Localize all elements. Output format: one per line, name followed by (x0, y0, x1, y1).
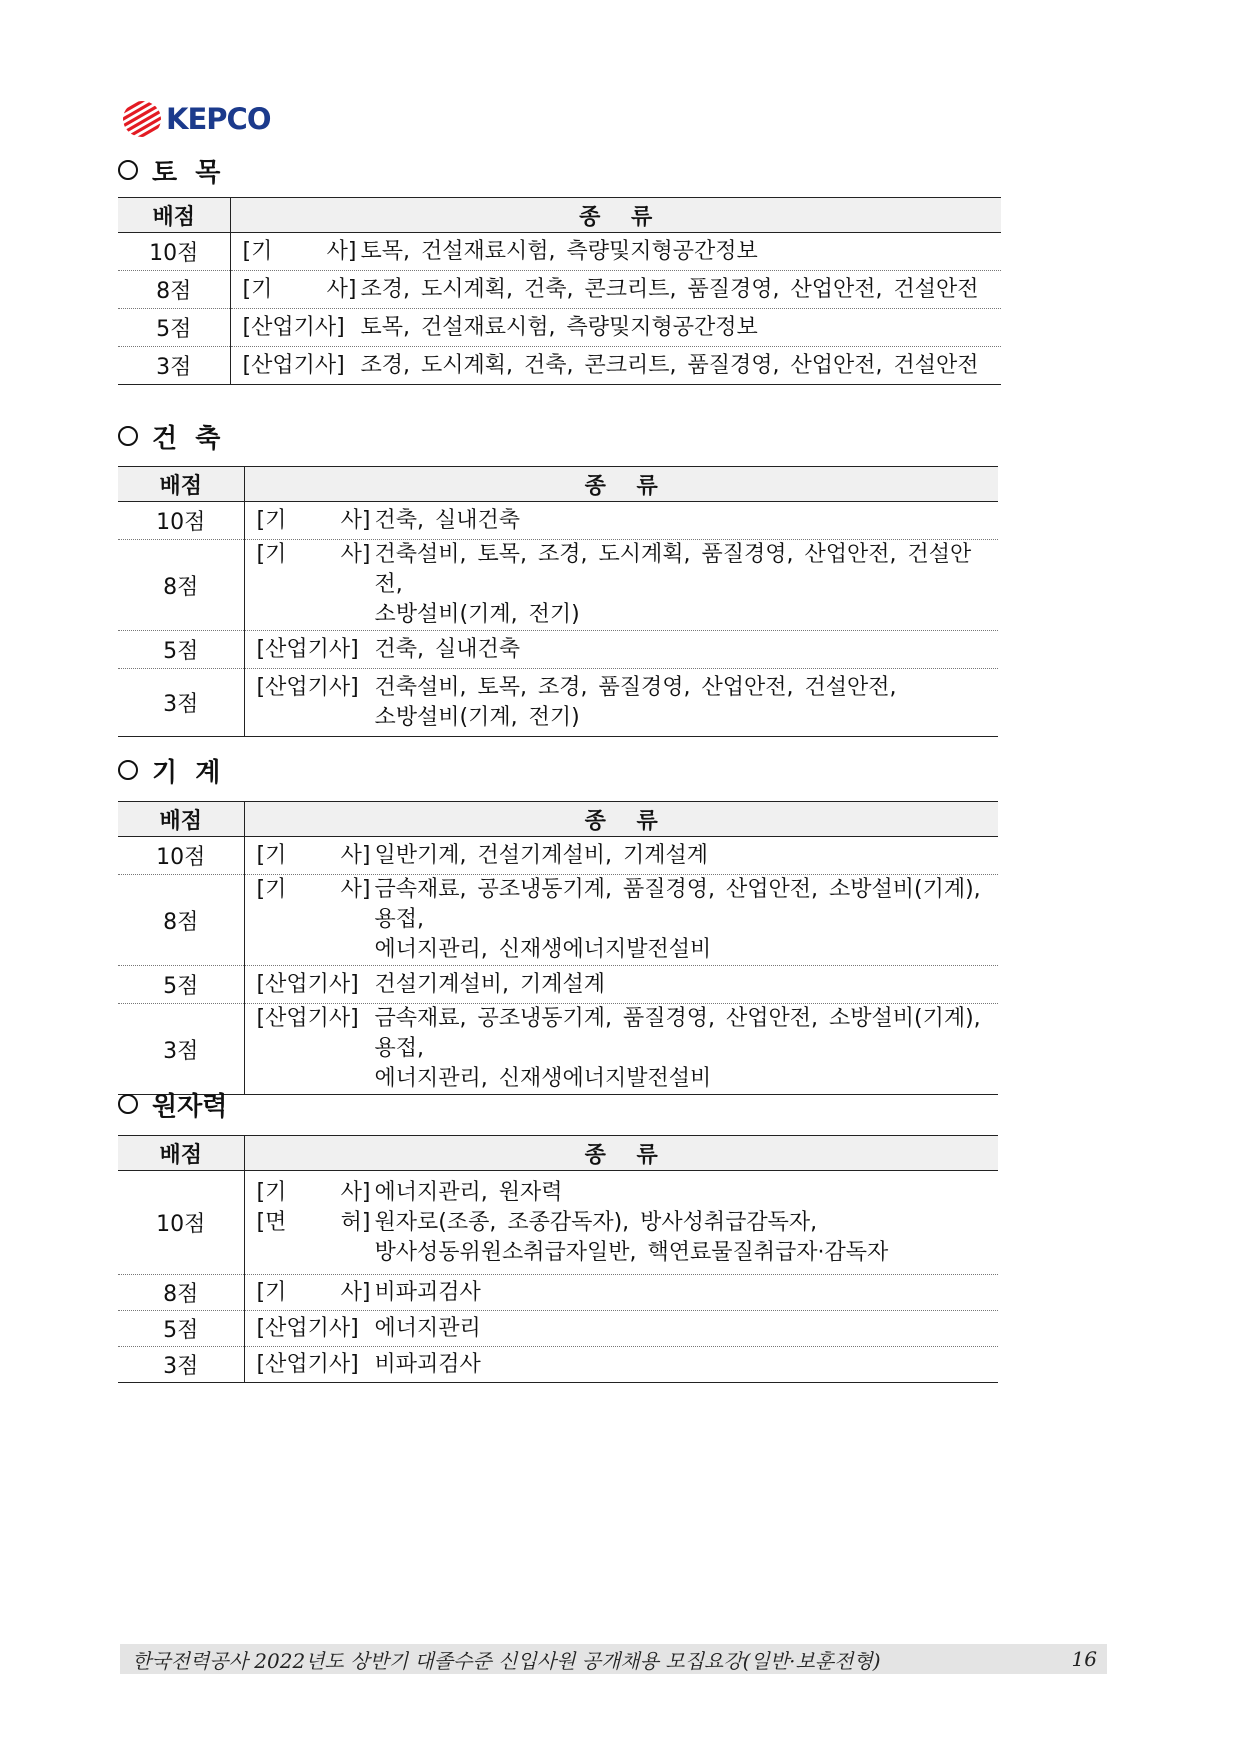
score-cell: 10점 (118, 837, 244, 875)
score-cell: 10점 (118, 233, 230, 271)
type-cell (230, 271, 1001, 309)
cert-item-line: 비파괴검사 (374, 1351, 481, 1377)
type-cell (244, 1311, 998, 1347)
table-row (118, 502, 998, 540)
cert-category-part: [기 (256, 507, 287, 533)
table-row (118, 1275, 998, 1311)
table-row (118, 347, 1001, 385)
cert-items (371, 1314, 999, 1344)
cert-entry (257, 1314, 999, 1344)
cert-category (257, 875, 371, 905)
cert-item-line: 방사성동위원소취급자일반, 핵연료물질취급자·감독자 (374, 1239, 889, 1265)
cert-category-part: 사] (340, 1179, 371, 1205)
section-title-text: 기 계 (152, 757, 221, 788)
cert-category (257, 1350, 371, 1380)
cert-entry (257, 1178, 999, 1208)
type-cell (244, 1004, 998, 1095)
cert-item-line: 에너지관리, 신재생에너지발전설비 (374, 937, 712, 962)
table-row (118, 669, 998, 737)
cert-category-part: [산업기사] (242, 352, 345, 378)
cert-entry (257, 540, 999, 630)
cert-entry (243, 237, 1002, 267)
score-cell: 5점 (118, 1311, 244, 1347)
table-header-row (118, 198, 1001, 233)
cert-item-line: 건축, 실내건축 (374, 507, 520, 533)
table-header-row (118, 467, 998, 502)
cert-category (257, 635, 371, 665)
type-cell (244, 631, 998, 669)
table-header-row (118, 802, 998, 837)
cert-items (357, 313, 1002, 343)
circle-bullet-icon (118, 160, 138, 180)
cert-item-line: 에너지관리, 신재생에너지발전설비 (374, 1066, 712, 1091)
cert-entry (257, 1350, 999, 1380)
cert-category-part: 사] (326, 238, 357, 264)
cert-item-line: 토목, 건설재료시험, 측량및지형공간정보 (360, 238, 758, 264)
cert-item-line: 소방설비(기계, 전기) (374, 704, 580, 730)
cert-items (371, 1208, 999, 1268)
cert-item-line: 조경, 도시계획, 건축, 콘크리트, 품질경영, 산업안전, 건설안전 (360, 276, 979, 302)
table-row (118, 875, 998, 966)
cert-items (371, 673, 999, 733)
header-type: 종 류 (244, 1136, 998, 1171)
cert-category (257, 506, 371, 536)
section-title-text: 토 목 (152, 157, 221, 188)
cert-category (243, 313, 357, 343)
cert-category-part: 허] (340, 1209, 371, 1235)
table-row (118, 631, 998, 669)
table-row (118, 271, 1001, 309)
cert-category (243, 351, 357, 381)
cert-item-line: 조경, 도시계획, 건축, 콘크리트, 품질경영, 산업안전, 건설안전 (360, 352, 979, 378)
score-cell: 3점 (118, 669, 244, 737)
cert-category (257, 1004, 371, 1034)
score-cell: 8점 (118, 540, 244, 631)
cert-entry (257, 1278, 999, 1308)
cert-item-line: 금속재료, 공조냉동기계, 품질경영, 산업안전, 소방설비(기계), 용접, (374, 877, 981, 932)
cert-category-part: 사] (340, 507, 371, 533)
score-table (118, 197, 1001, 385)
cert-items (371, 1178, 999, 1208)
type-cell (230, 347, 1001, 385)
score-cell: 8점 (118, 271, 230, 309)
cert-category (243, 237, 357, 267)
cert-category (257, 1278, 371, 1308)
cert-entry (257, 875, 999, 965)
score-cell: 10점 (118, 1171, 244, 1275)
cert-category (257, 673, 371, 703)
score-table (118, 466, 998, 737)
header-score: 배점 (118, 467, 244, 502)
type-cell (244, 1347, 998, 1383)
cert-category-part: [기 (256, 1279, 287, 1305)
cert-item-line: 건축설비, 토목, 조경, 품질경영, 산업안전, 건설안전, (374, 674, 897, 700)
footer-title: 한국전력공사 2022년도 상반기 대졸수준 신입사원 공개채용 모집요강(일반·보훈전형) (132, 1648, 881, 1673)
cert-items (371, 1350, 999, 1380)
score-cell: 5점 (118, 309, 230, 347)
table-row (118, 540, 998, 631)
table-row (118, 837, 998, 875)
score-cell: 10점 (118, 502, 244, 540)
type-cell (244, 875, 998, 966)
cert-category-part: [기 (256, 842, 287, 868)
cert-category-part: [기 (242, 276, 273, 302)
cert-category (257, 841, 371, 871)
cert-category-part: [산업기사] (256, 971, 359, 997)
cert-entry (257, 506, 999, 536)
section-title (118, 750, 220, 790)
cert-category-part: [기 (256, 877, 287, 902)
type-cell (244, 1171, 998, 1275)
cert-entry (257, 635, 999, 665)
score-cell: 3점 (118, 347, 230, 385)
cert-category (257, 1314, 371, 1344)
table-row (118, 1311, 998, 1347)
score-cell: 3점 (118, 1004, 244, 1095)
cert-entry (243, 275, 1002, 305)
score-cell: 5점 (118, 966, 244, 1004)
section-title (118, 150, 220, 190)
cert-category-part: [산업기사] (242, 314, 345, 340)
cert-category (257, 540, 371, 570)
score-table (118, 1135, 998, 1383)
cert-category-part: [산업기사] (256, 1006, 359, 1031)
section-title-text: 건 축 (152, 423, 221, 454)
circle-bullet-icon (118, 426, 138, 446)
cert-items (371, 970, 999, 1000)
cert-category (257, 970, 371, 1000)
score-cell: 3점 (118, 1347, 244, 1383)
cert-category-part: 사] (340, 542, 371, 567)
cert-items (357, 275, 1002, 305)
cert-entry (257, 1004, 999, 1094)
cert-category-part: 사] (340, 1279, 371, 1305)
table-row (118, 1004, 998, 1095)
header-score: 배점 (118, 198, 230, 233)
type-cell (244, 837, 998, 875)
cert-category (257, 1208, 371, 1238)
cert-items (371, 506, 999, 536)
cert-category-part: [산업기사] (256, 1315, 359, 1341)
cert-item-line: 건설기계설비, 기계설계 (374, 971, 606, 997)
table-row (118, 966, 998, 1004)
cert-category-part: [산업기사] (256, 636, 359, 662)
table-row (118, 309, 1001, 347)
type-cell (244, 540, 998, 631)
cert-entry (257, 841, 999, 871)
cert-item-line: 원자로(조종, 조종감독자), 방사성취급감독자, (374, 1209, 818, 1235)
cert-items (357, 351, 1002, 381)
score-table (118, 801, 998, 1095)
score-cell: 8점 (118, 1275, 244, 1311)
cert-items (371, 841, 999, 871)
type-cell (244, 1275, 998, 1311)
score-cell: 5점 (118, 631, 244, 669)
cert-item-line: 금속재료, 공조냉동기계, 품질경영, 산업안전, 소방설비(기계), 용접, (374, 1006, 981, 1061)
cert-category (243, 275, 357, 305)
cert-category-part: 사] (340, 842, 371, 868)
page-number: 16 (1071, 1647, 1097, 1671)
cert-items (371, 1004, 999, 1094)
cert-item-line: 소방설비(기계, 전기) (374, 602, 580, 627)
cert-item-line: 에너지관리, 원자력 (374, 1179, 563, 1205)
page-footer (120, 1644, 1107, 1674)
cert-category-part: [기 (242, 238, 273, 264)
cert-category-part: [면 (256, 1209, 287, 1235)
cert-item-line: 비파괴검사 (374, 1279, 481, 1305)
type-cell (244, 502, 998, 540)
cert-item-line: 에너지관리 (374, 1315, 481, 1341)
cert-category-part: [기 (256, 1179, 287, 1205)
cert-items (371, 540, 999, 630)
cert-item-line: 건축설비, 토목, 조경, 도시계획, 품질경영, 산업안전, 건설안전, (374, 542, 972, 597)
cert-item-line: 토목, 건설재료시험, 측량및지형공간정보 (360, 314, 758, 340)
header-type: 종 류 (244, 467, 998, 502)
cert-entry (257, 673, 999, 733)
cert-category (257, 1178, 371, 1208)
cert-category-part: [산업기사] (256, 1351, 359, 1377)
header-type: 종 류 (230, 198, 1001, 233)
type-cell (230, 233, 1001, 271)
header-score: 배점 (118, 802, 244, 837)
cert-entry (257, 1208, 999, 1268)
cert-items (357, 237, 1002, 267)
cert-items (371, 875, 999, 965)
section-title (118, 416, 220, 456)
cert-items (371, 635, 999, 665)
cert-items (371, 1278, 999, 1308)
header-score: 배점 (118, 1136, 244, 1171)
type-cell (230, 309, 1001, 347)
kepco-emblem-icon (122, 100, 162, 138)
cert-entry (243, 313, 1002, 343)
cert-category-part: [기 (256, 542, 287, 567)
section-title (118, 1084, 227, 1124)
cert-category-part: [산업기사] (256, 674, 359, 700)
table-row (118, 1171, 998, 1275)
cert-category-part: 사] (326, 276, 357, 302)
section-title-text: 원자력 (152, 1091, 228, 1122)
type-cell (244, 966, 998, 1004)
kepco-wordmark: KEPCO (166, 102, 271, 136)
cert-entry (243, 351, 1002, 381)
kepco-logo (122, 100, 270, 138)
type-cell (244, 669, 998, 737)
table-row (118, 1347, 998, 1383)
circle-bullet-icon (118, 760, 138, 780)
cert-category-part: 사] (340, 877, 371, 902)
cert-item-line: 일반기계, 건설기계설비, 기계설계 (374, 842, 709, 868)
table-header-row (118, 1136, 998, 1171)
header-type: 종 류 (244, 802, 998, 837)
table-row (118, 233, 1001, 271)
circle-bullet-icon (118, 1094, 138, 1114)
cert-entry (257, 970, 999, 1000)
cert-item-line: 건축, 실내건축 (374, 636, 520, 662)
score-cell: 8점 (118, 875, 244, 966)
